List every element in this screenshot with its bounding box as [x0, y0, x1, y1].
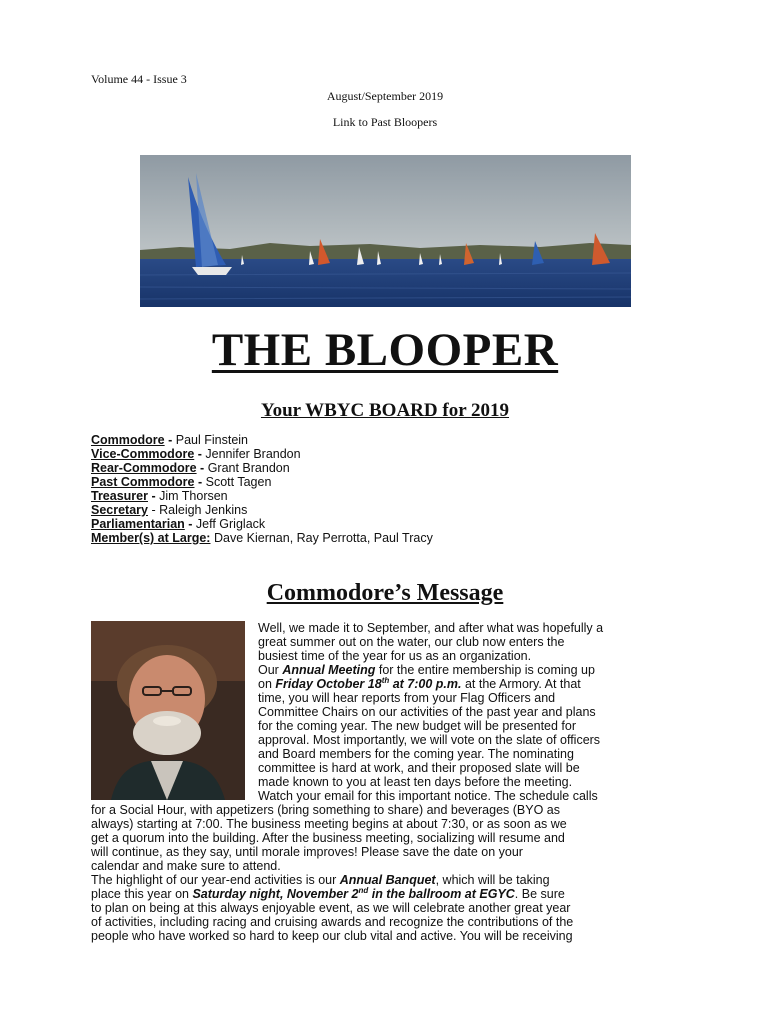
board-member-rear-commodore: Rear-Commodore - Grant Brandon: [91, 461, 290, 475]
board-heading: Your WBYC BOARD for 2019: [260, 400, 510, 421]
sailboats-photo: [140, 155, 631, 307]
message-line: to plan on being at this always enjoyable event, as we will celebrate another great year: [91, 901, 571, 915]
board-member-at-large: Member(s) at Large: Dave Kiernan, Ray Perrotta, Paul Tracy: [91, 531, 433, 545]
message-line: Committee Chairs on our activities of the past year and plans: [258, 705, 596, 719]
board-list: [91, 433, 433, 545]
volume-issue: Volume 44 - Issue 3: [91, 72, 187, 86]
message-line: The highlight of our year-end activities is our Annual Banquet, which will be taking: [91, 873, 550, 887]
board-member-secretary: Secretary - Raleigh Jenkins: [91, 503, 248, 517]
message-line: committee is hard at work, and their proposed slate will be: [258, 761, 580, 775]
board-member-parliamentarian: Parliamentarian - Jeff Griglack: [91, 517, 266, 531]
board-member-vice-commodore: Vice-Commodore - Jennifer Brandon: [91, 447, 301, 461]
commodore-portrait: [91, 621, 245, 800]
issue-date: August/September 2019: [326, 89, 444, 103]
message-line: on Friday October 18th at 7:00 p.m. at the Armory. At that: [258, 675, 581, 691]
message-line: Well, we made it to September, and after what was hopefully a: [258, 621, 604, 635]
message-line: great summer out on the water, our club now enters the: [258, 635, 565, 649]
message-line: approval. Most importantly, we will vote on the slate of officers: [258, 733, 601, 747]
message-line: get a quorum into the building. After the business meeting, socializing will resume and: [91, 831, 565, 845]
message-line: place this year on Saturday night, November 2nd in the ballroom at EGYC. Be sure: [91, 885, 565, 901]
commodore-message-heading: Commodore’s Message: [266, 580, 504, 606]
message-line: Watch your email for this important notice. The schedule calls: [258, 789, 598, 803]
message-line: time, you will hear reports from your Flag Officers and: [258, 691, 556, 705]
board-member-commodore: Commodore - Paul Finstein: [91, 433, 248, 447]
message-line: and Board members for the coming year. The nominating: [258, 747, 574, 761]
board-member-treasurer: Treasurer - Jim Thorsen: [91, 489, 228, 503]
message-line: calendar and make sure to attend.: [91, 859, 281, 873]
message-line: for the coming year. The new budget will be presented for: [258, 719, 577, 733]
message-line: Our Annual Meeting for the entire membership is coming up: [258, 663, 595, 677]
message-line: for a Social Hour, with appetizers (bring something to share) and beverages (BYO as: [91, 803, 560, 817]
past-bloopers-link[interactable]: Link to Past Bloopers: [332, 115, 438, 129]
message-line: of activities, including racing and cruising awards and recognize the contributions of the: [91, 915, 574, 929]
board-member-past-commodore: Past Commodore - Scott Tagen: [91, 475, 272, 489]
message-line: busiest time of the year for us as an organization.: [258, 649, 532, 663]
message-line: will continue, as they say, until morale improves! Please save the date on your: [91, 845, 523, 859]
message-line: people who have worked so hard to keep our club vital and active. You will be receiving: [91, 929, 573, 943]
message-line: made known to you at least ten days before the meeting.: [258, 775, 573, 789]
newsletter-title: THE BLOOPER: [211, 324, 559, 376]
message-line: always) starting at 7:00. The business meeting begins at about 7:30, or as soon as we: [91, 817, 567, 831]
